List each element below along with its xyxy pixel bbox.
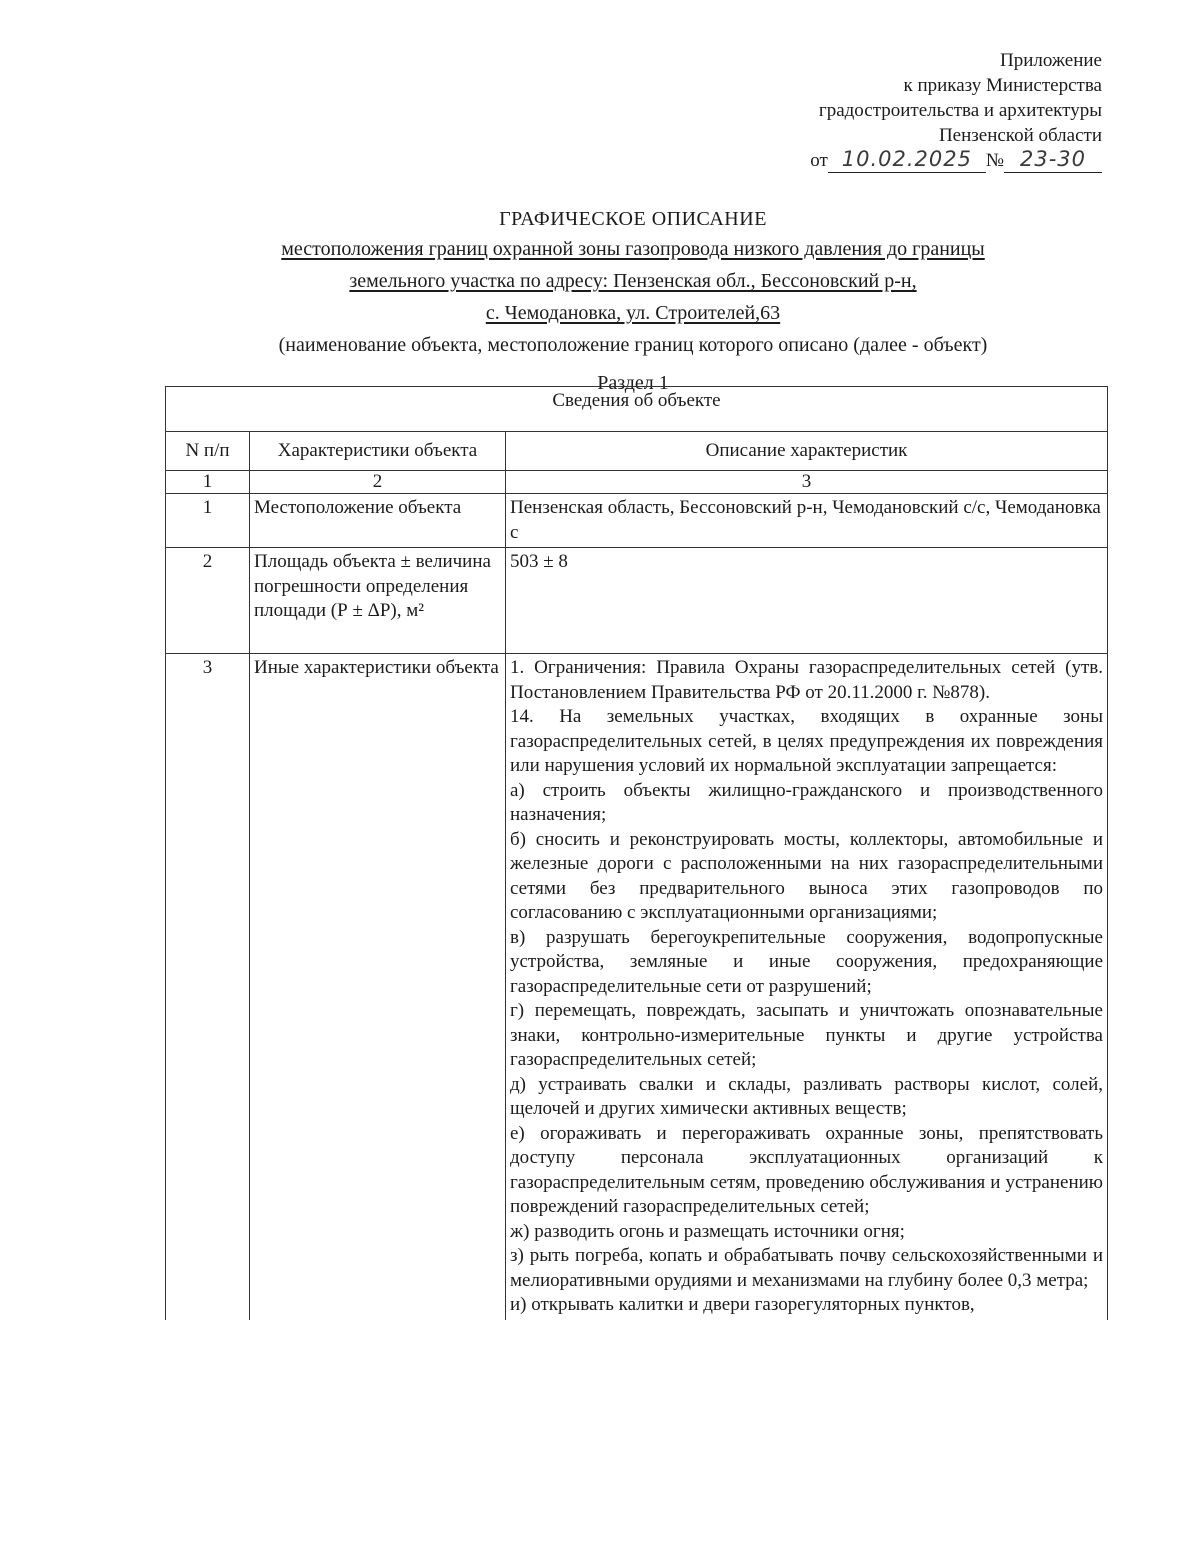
description-paragraph: б) сносить и реконструировать мосты, коллекторы, автомобильные и железные дороги с расположенными на них газораспределительными сетями без предварительного выноса этих газопроводов по согласованию с эксплуатационными организациями;: [510, 828, 1103, 923]
section-label: Раздел 1: [597, 372, 669, 394]
header-num: N п/п: [166, 432, 250, 471]
appendix-line-4: Пензенской области: [938, 125, 1102, 146]
table-row: [166, 494, 1108, 548]
row-description: [506, 548, 1108, 654]
row-number: 2: [166, 548, 250, 654]
table-caption: Сведения об объекте: [166, 387, 1108, 432]
object-name-note: (наименование объекта, местоположение границ которого описано (далее - объект): [278, 334, 988, 356]
appendix-block: [810, 48, 1102, 173]
description-paragraph: а) строить объекты жилищно-гражданского и производственного назначения;: [510, 779, 1103, 825]
order-date-number: [810, 148, 1102, 173]
object-name-line-3: с. Чемодановка, ул. Строителей,63: [485, 302, 781, 324]
object-name-line-1: местоположения границ охранной зоны газопровода низкого давления до границы: [281, 238, 985, 260]
description-paragraph: 503 ± 8: [510, 551, 568, 572]
table-row: [166, 548, 1108, 654]
object-info-table: [165, 386, 1108, 1320]
column-number-1: 1: [166, 471, 250, 494]
description-paragraph: и) открывать калитки и двери газорегуляторных пунктов,: [510, 1294, 975, 1315]
appendix-line-3: градостроительства и архитектуры: [818, 100, 1102, 121]
column-number-2: 2: [250, 471, 506, 494]
object-name-line-2: земельного участка по адресу: Пензенская обл., Бессоновский р-н,: [349, 270, 917, 292]
document-heading: [0, 205, 1200, 399]
description-paragraph: ж) разводить огонь и размещать источники огня;: [510, 1220, 905, 1242]
description-paragraph: г) перемещать, повреждать, засыпать и уничтожать опознавательные знаки, контрольно-измерительные пункты и другие устройства газораспределительных сетей;: [510, 1000, 1103, 1070]
number-label: №: [985, 150, 1004, 171]
description-paragraph: д) устраивать свалки и склады, разливать растворы кислот, солей, щелочей и других химически активных веществ;: [510, 1073, 1103, 1119]
table-row: [166, 654, 1108, 1320]
row-description: [506, 654, 1108, 1320]
document-title: ГРАФИЧЕСКОЕ ОПИСАНИЕ: [499, 208, 767, 230]
order-date-handwritten: 10.02.2025: [841, 147, 972, 171]
appendix-line-2: к приказу Министерства: [903, 75, 1102, 96]
row-number: 1: [166, 494, 250, 548]
table-header-row: [166, 432, 1108, 471]
order-number-field: [1004, 148, 1102, 173]
row-description: [506, 494, 1108, 548]
description-paragraph: з) рыть погреба, копать и обрабатывать почву сельскохозяйственными и мелиоративными орудиями и механизмами на глубину более 0,3 метра;: [510, 1245, 1103, 1291]
table-caption-row: [166, 387, 1108, 432]
appendix-line-1: Приложение: [1000, 50, 1102, 71]
order-date-field: [828, 148, 986, 173]
column-number-3: 3: [506, 471, 1108, 494]
from-label: от: [810, 150, 828, 171]
row-number: 3: [166, 654, 250, 1320]
description-paragraph: 14. На земельных участках, входящих в охранные зоны газораспределительных сетей, в целях предупреждения их повреждения или нарушения условий их нормальной эксплуатации запрещается:: [510, 706, 1103, 776]
description-paragraph: е) огораживать и перегораживать охранные зоны, препятствовать доступу персонала эксплуатационных организаций к газораспределительным сетям, проведению обслуживания и устранению повреждений газораспределительных сетей;: [510, 1122, 1103, 1217]
row-characteristic: Иные характеристики объекта: [250, 654, 506, 1320]
description-paragraph: 1. Ограничения: Правила Охраны газораспределительных сетей (утв. Постановлением Правительства РФ от 20.11.2000 г. №878).: [510, 657, 1103, 703]
header-characteristic: Характеристики объекта: [250, 432, 506, 471]
header-description: Описание характеристик: [506, 432, 1108, 471]
order-number-handwritten: 23-30: [1019, 147, 1087, 171]
description-paragraph: Пензенская область, Бессоновский р-н, Чемодановский с/с, Чемодановка с: [510, 497, 1101, 543]
row-characteristic: Площадь объекта ± величина погрешности определения площади (Р ± ΔР), м²: [250, 548, 506, 654]
description-paragraph: в) разрушать берегоукрепительные сооружения, водопропускные устройства, земляные и иные сооружения, предохраняющие газораспределительные сети от разрушений;: [510, 926, 1103, 997]
row-characteristic: Местоположение объекта: [250, 494, 506, 548]
column-numbers-row: [166, 471, 1108, 494]
